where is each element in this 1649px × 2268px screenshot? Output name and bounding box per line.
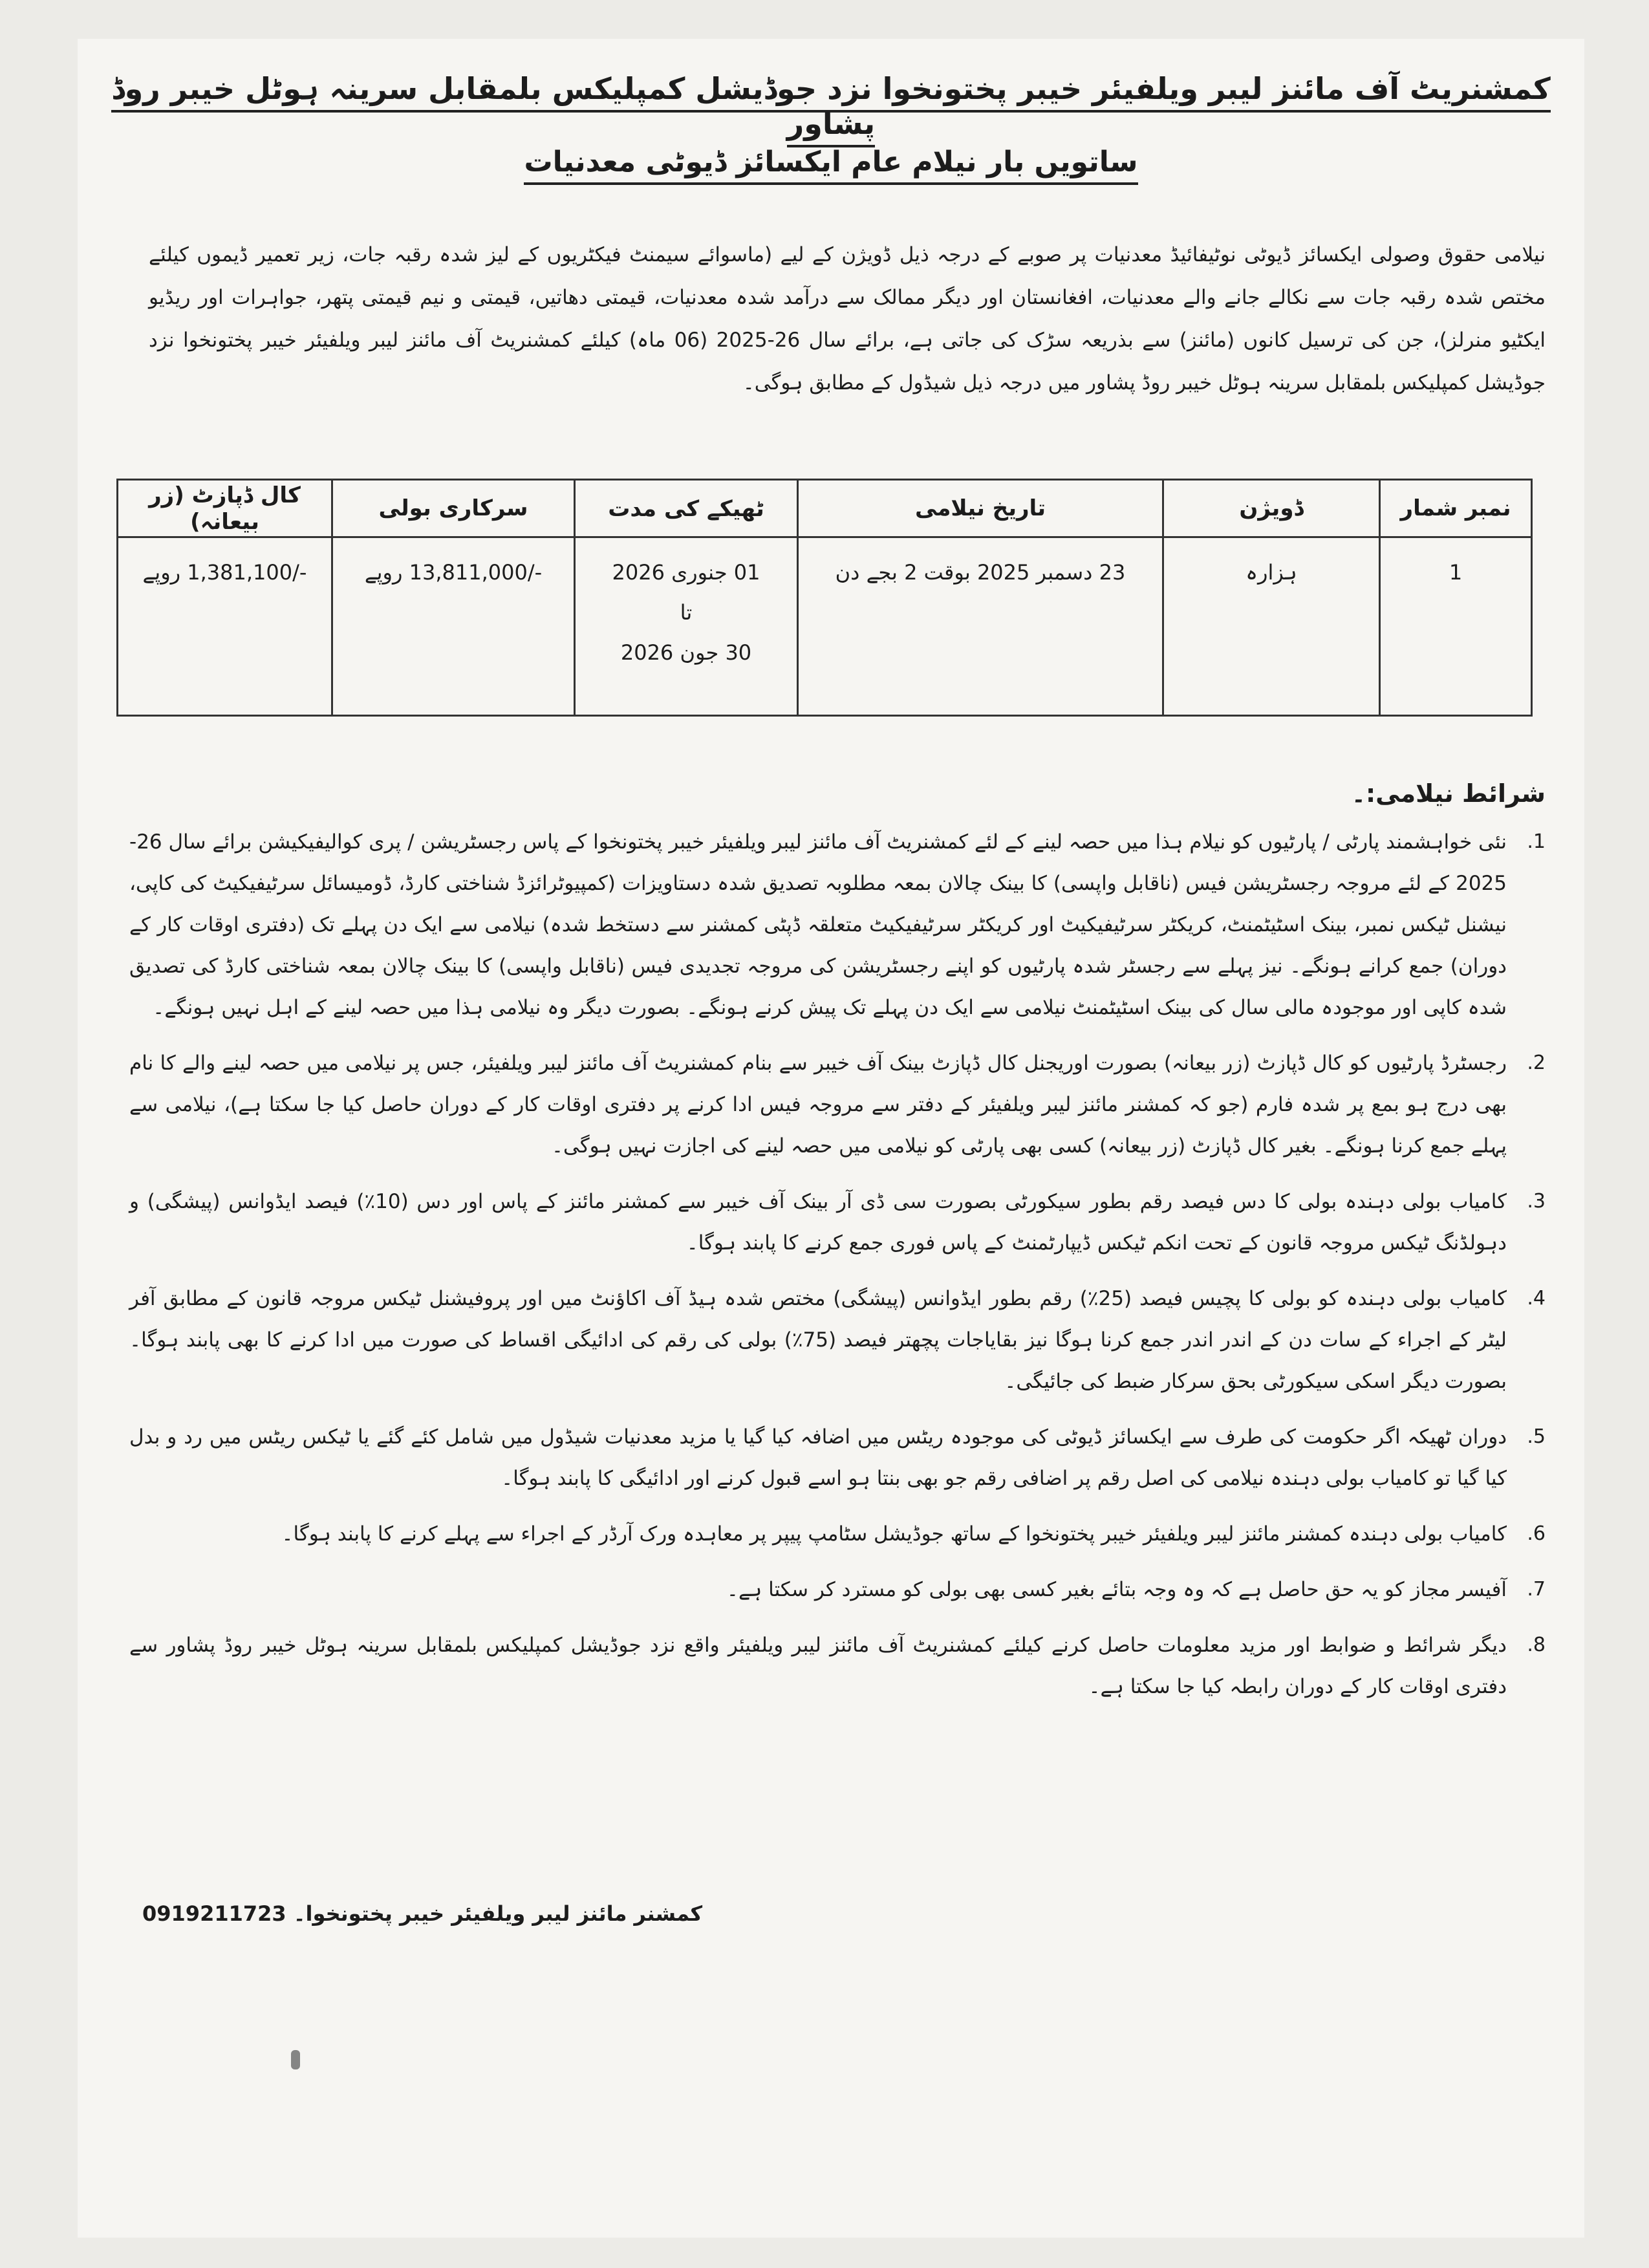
col-auction-date: تاریخ نیلامی: [798, 480, 1163, 537]
period-to-word: تا: [680, 600, 693, 625]
term-number: 4.: [1527, 1287, 1546, 1310]
term-text: کامیاب بولی دہندہ بولی کا دس فیصد رقم بطور سیکورٹی بصورت سی ڈی آر بینک آف خیبر سے کمشنر مائنز کے پاس اور دس (10٪) فیصد ایڈوانس (پیشگی) و دہولڈنگ ٹیکس مروجہ قانون کے تحت انکم ٹیکس ڈیپارٹمنٹ کے پاس فوری جمع کرنے کا پابند ہوگا۔: [129, 1190, 1507, 1255]
signature-block: کمشنر مائنز لیبر ویلفیئر خیبر پختونخوا۔ 0919211723: [142, 1901, 703, 1926]
table-row: [118, 537, 1532, 716]
list-item: [129, 1181, 1546, 1264]
document-page: [78, 39, 1584, 2238]
list-item: [129, 821, 1546, 1028]
terms-list: [129, 821, 1546, 1722]
scan-smudge: [291, 2050, 300, 2069]
cell-auction-date: 23 دسمبر 2025 بوقت 2 بجے دن: [798, 537, 1163, 716]
term-text: کامیاب بولی دہندہ کمشنر مائنز لیبر ویلفیئر خیبر پختونخوا کے ساتھ جوڈیشل سٹامپ پیپر پر معاہدہ ورک آرڈر کے اجراء سے پہلے کرنے کا پابند ہوگا۔: [281, 1522, 1507, 1546]
table-header-row: [118, 480, 1532, 537]
term-text: رجسٹرڈ پارٹیوں کو کال ڈپازٹ (زر بیعانہ) بصورت اوریجنل کال ڈپازٹ بینک آف خیبر سے بنام کمشنریٹ آف مائنز لیبر ویلفیئر، جس پر نیلامی میں حصہ لینے والے کا نام بھی درج ہو بمع پر شدہ فارم (جو کہ کمشنر مائنز لیبر ویلفیئر کے دفتر سے مروجہ فیس ادا کرنے پر دفتری اوقات کار کے دوران حاصل کیا جا سکتا ہے)، نیلامی سے پہلے جمع کرنا ہونگے۔ بغیر کال ڈپازٹ (زر بیعانہ) کسی بھی پارٹی کو نیلامی میں حصہ لینے کی اجازت نہیں ہوگی۔: [129, 1052, 1507, 1158]
term-text: دوران ٹھیکہ اگر حکومت کی طرف سے ایکسائز ڈیوٹی کی موجودہ ریٹس میں اضافہ کیا گیا یا مزید معدنیات شیڈول میں شامل کئے گئے یا ٹیکس ریٹس میں رد و بدل کیا گیا تو کامیاب بولی دہندہ نیلامی کی اصل رقم پر اضافی رقم جو بھی بنتا ہو اسے قبول کرنے اور ادائیگی کا پابند ہوگا۔: [129, 1425, 1507, 1490]
term-number: 6.: [1527, 1522, 1546, 1545]
term-number: 5.: [1527, 1425, 1546, 1448]
list-item: [129, 1513, 1546, 1555]
cell-government-bid: -/13,811,000 روپے: [332, 537, 575, 716]
terms-heading: شرائط نیلامی:۔: [1351, 779, 1546, 808]
list-item: [129, 1625, 1546, 1707]
col-government-bid: سرکاری بولی: [332, 480, 575, 537]
cell-contract-period: [575, 537, 798, 716]
cell-serial: 1: [1380, 537, 1532, 716]
list-item: [129, 1569, 1546, 1610]
term-number: 1.: [1527, 830, 1546, 853]
term-number: 2.: [1527, 1052, 1546, 1074]
term-text: آفیسر مجاز کو یہ حق حاصل ہے کہ وہ وجہ بتائے بغیر کسی بھی بولی کو مسترد کر سکتا ہے۔: [726, 1578, 1507, 1601]
term-number: 3.: [1527, 1190, 1546, 1213]
term-text: دیگر شرائط و ضوابط اور مزید معلومات حاصل کرنے کیلئے کمشنریٹ آف مائنز لیبر ویلفیئر واقع نزد جوڈیشل کمپلیکس بلمقابل سرینہ ہوٹل خیبر روڈ پشاور سے دفتری اوقات کار کے دوران رابطہ کیا جا سکتا ہے۔: [129, 1634, 1507, 1698]
period-to: 30 جون 2026: [620, 640, 752, 665]
intro-paragraph: نیلامی حقوق وصولی ایکسائز ڈیوٹی نوٹیفائیڈ معدنیات پر صوبے کے درجہ ذیل ڈویژن کے لیے (ماسوائے سیمنٹ فیکٹریوں کے لیز شدہ رقبہ جات، زیر تعمیر ڈیموں کیلئے مختص شدہ رقبہ جات سے نکالے جانے والے معدنیات، افغانستان اور دیگر ممالک سے درآمد شدہ معدنیات، قیمتی دھاتیں، قیمتی و نیم قیمتی پتھر، جواہرات اور ریڈیو ایکٹیو منرلز)، جن کی ترسیل کانوں (مائنز) سے بذریعہ سڑک کی جاتی ہے، برائے سال 26-2025 (06 ماہ) کیلئے کمشنریٹ آف مائنز لیبر ویلفیئر خیبر پختونخوا نزد جوڈیشل کمپلیکس بلمقابل سرینہ ہوٹل خیبر روڈ پشاور میں درجہ ذیل شیڈول کے مطابق ہوگی۔: [149, 243, 1546, 394]
notice-subtitle: ساتویں بار نیلام عام ایکسائز ڈیوٹی معدنیات: [78, 146, 1584, 178]
term-text: کامیاب بولی دہندہ کو بولی کا پچیس فیصد (25٪) رقم بطور ایڈوانس (پیشگی) مختص شدہ ہیڈ آف اکاؤنٹ میں اور پروفیشنل ٹیکس مروجہ قانون کے مطابق آفر لیٹر کے اجراء کے سات دن کے اندر اندر جمع کرنا ہوگا نیز بقایاجات پچھتر فیصد (75٪) بولی کی رقم کی ادائیگی اقساط کی صورت میں ادا کرنے کا بھی پابند ہوگا۔ بصورت دیگر اسکی سیکورٹی بحق سرکار ضبط کی جائیگی۔: [129, 1287, 1507, 1393]
period-from: 01 جنوری 2026: [612, 560, 760, 585]
cell-division: ہزارہ: [1163, 537, 1380, 716]
list-item: [129, 1042, 1546, 1167]
col-contract-period: ٹھیکے کی مدت: [575, 480, 798, 537]
col-serial: نمبر شمار: [1380, 480, 1532, 537]
auction-schedule-table: [116, 479, 1533, 717]
list-item: [129, 1278, 1546, 1402]
office-title: کمشنریٹ آف مائنز لیبر ویلفیئر خیبر پختونخوا نزد جوڈیشل کمپلیکس بلمقابل سرینہ ہوٹل خیبر روڈ پشاور: [78, 71, 1584, 141]
list-item: [129, 1416, 1546, 1499]
col-call-deposit: کال ڈپازٹ (زر بیعانہ): [118, 480, 332, 537]
term-text: نئی خواہشمند پارٹی / پارٹیوں کو نیلام ہذا میں حصہ لینے کے لئے کمشنریٹ آف مائنز لیبر ویلفیئر خیبر پختونخوا کے پاس رجسٹریشن / پری کوالیفیکیشن برائے سال 26-2025 کے لئے مروجہ رجسٹریشن فیس (ناقابل واپسی) کا بینک چالان بمعہ مطلوبہ تصدیق شدہ دستاویزات (کمپیوٹرائزڈ شناختی کارڈ، ڈومیسائل سرٹیفیکیٹ کی کاپی، نیشنل ٹیکس نمبر، بینک اسٹیٹمنٹ، کریکٹر سرٹیفیکیٹ اور کریکٹر سرٹیفیکیٹ متعلقہ ڈپٹی کمشنر سے دستخط شدہ) نیلامی سے ایک دن پہلے تک (دفتری اوقات کار کے دوران) جمع کرانے ہونگے۔ نیز پہلے سے رجسٹر شدہ پارٹیوں کو اپنے رجسٹریشن کی مروجہ تجدیدی فیس (ناقابل واپسی) کا بینک چالان بمعہ شناختی کارڈ کی تصدیق شدہ کاپی اور موجودہ مالی سال کی بینک اسٹیٹمنٹ نیلامی سے ایک دن پہلے تک پیش کرنے ہونگے۔ بصورت دیگر وہ نیلامی ہذا میں حصہ لینے کے اہل نہیں ہونگے۔: [129, 830, 1507, 1019]
cell-call-deposit: -/1,381,100 روپے: [118, 537, 332, 716]
col-division: ڈویژن: [1163, 480, 1380, 537]
term-number: 7.: [1527, 1578, 1546, 1601]
term-number: 8.: [1527, 1634, 1546, 1656]
